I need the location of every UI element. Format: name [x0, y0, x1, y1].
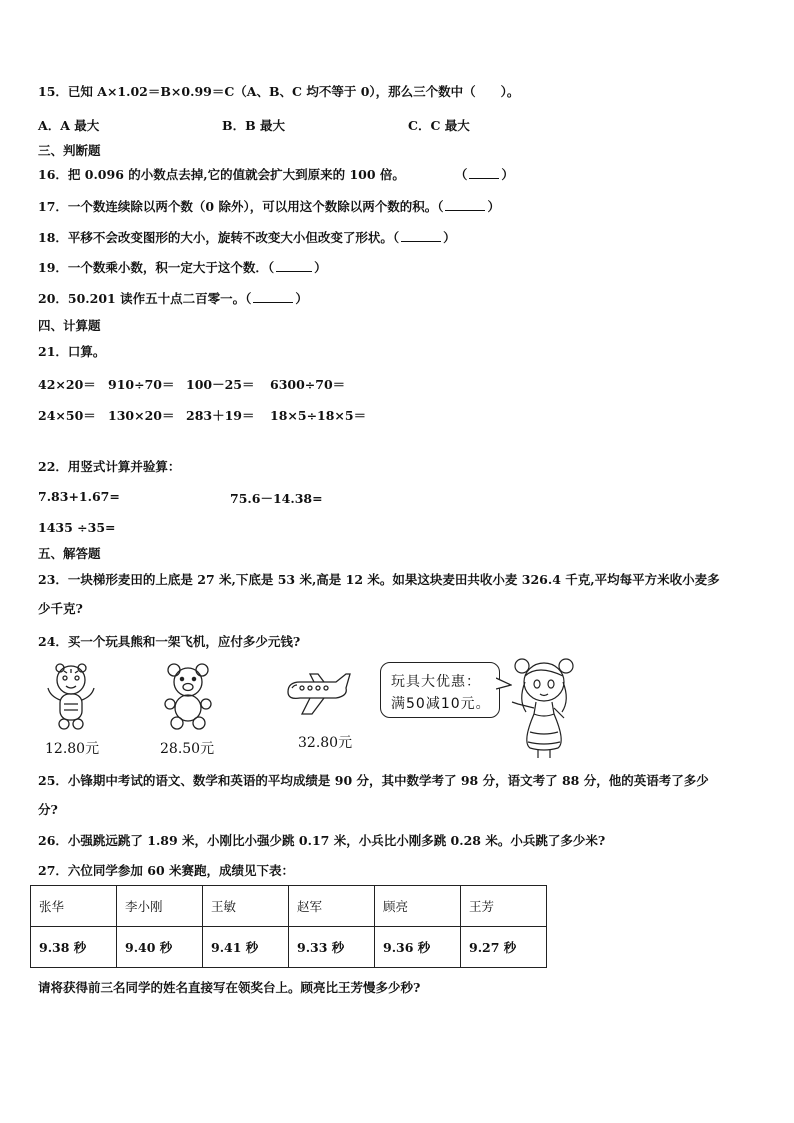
price-airplane: 32.80元: [298, 735, 353, 751]
bubble-line-2: 满50减10元。: [391, 696, 491, 712]
question-23-line2: 少千克?: [38, 601, 83, 616]
option-a: A．A 最大: [38, 118, 100, 133]
vertical-calc-item: 7.83+1.67=: [38, 489, 120, 504]
section-heading-calculation: 四、计算题: [38, 318, 101, 333]
girl-image: [508, 652, 584, 760]
toy-bear-image: [160, 662, 216, 732]
time-cell: 9.33 秒: [289, 927, 375, 968]
oral-calc-item: 6300÷70＝: [270, 377, 346, 392]
table-row: [31, 927, 547, 968]
question-20: 20．50.201 读作五十点二百零一。（ ）: [38, 291, 308, 306]
table-row: [31, 886, 547, 927]
name-cell: 王敏: [203, 886, 289, 927]
speech-bubble: [380, 662, 500, 718]
question-24: 24．买一个玩具熊和一架飞机，应付多少元钱?: [38, 634, 301, 649]
oral-calc-item: 130×20＝: [108, 408, 175, 423]
time-cell: 9.38 秒: [31, 927, 117, 968]
name-cell: 王芳: [461, 886, 547, 927]
question-18: 18．平移不会改变图形的大小，旋转不改变大小但改变了形状。（ ）: [38, 230, 456, 245]
name-cell: 李小刚: [117, 886, 203, 927]
oral-calc-item: 910÷70＝: [108, 377, 175, 392]
question-16: 16．把 0.096 的小数点去掉,它的值就会扩大到原来的 100 倍。 （ ）: [38, 167, 514, 182]
question-25-line1: 25．小锋期中考试的语文、数学和英语的平均成绩是 90 分，其中数学考了 98 分，语文考了 88 分，他的英语考了多少: [38, 773, 709, 788]
time-cell: 9.27 秒: [461, 927, 547, 968]
question-21-title: 21．口算。: [38, 344, 106, 359]
question-27-title: 27．六位同学参加 60 米赛跑，成绩见下表：: [38, 863, 294, 878]
question-17: 17．一个数连续除以两个数（0 除外），可以用这个数除以两个数的积。（ ）: [38, 199, 500, 214]
option-b: B．B 最大: [222, 118, 285, 133]
oral-calc-item: 42×20＝: [38, 377, 96, 392]
name-cell: 顾亮: [375, 886, 461, 927]
question-22-title: 22．用竖式计算并验算：: [38, 459, 181, 474]
toy-tiger-image: [40, 660, 102, 732]
toy-airplane-image: [282, 670, 354, 718]
oral-calc-item: 283＋19＝: [186, 408, 255, 423]
race-results-table: [30, 885, 547, 968]
price-tiger: 12.80元: [45, 741, 100, 757]
name-cell: 张华: [31, 886, 117, 927]
bubble-line-1: 玩具大优惠：: [391, 674, 481, 690]
question-25-line2: 分?: [38, 802, 58, 817]
oral-calc-item: 18×5÷18×5＝: [270, 408, 367, 423]
time-cell: 9.40 秒: [117, 927, 203, 968]
question-15: 15．已知 A×1.02＝B×0.99＝C（A、B、C 均不等于 0），那么三个数中（ ）。: [38, 84, 520, 99]
time-cell: 9.41 秒: [203, 927, 289, 968]
section-heading-judgement: 三、判断题: [38, 143, 101, 158]
time-cell: 9.36 秒: [375, 927, 461, 968]
question-19: 19．一个数乘小数，积一定大于这个数．（ ）: [38, 260, 327, 275]
vertical-calc-item: 1435 ÷35=: [38, 520, 116, 535]
section-heading-word-problems: 五、解答题: [38, 546, 101, 561]
option-c: C．C 最大: [408, 118, 470, 133]
vertical-calc-item: 75.6－14.38=: [230, 491, 323, 506]
question-23-line1: 23．一块梯形麦田的上底是 27 米,下底是 53 米,高是 12 米。如果这块麦田共收小麦 326.4 千克,平均每平方米收小麦多: [38, 572, 720, 587]
question-27-prompt: 请将获得前三名同学的姓名直接写在领奖台上。顾亮比王芳慢多少秒?: [38, 980, 421, 995]
price-bear: 28.50元: [160, 741, 215, 757]
name-cell: 赵军: [289, 886, 375, 927]
question-26: 26．小强跳远跳了 1.89 米，小刚比小强少跳 0.17 米，小兵比小刚多跳 0.28 米。小兵跳了多少米?: [38, 833, 606, 848]
oral-calc-item: 24×50＝: [38, 408, 96, 423]
oral-calc-item: 100－25＝: [186, 377, 255, 392]
